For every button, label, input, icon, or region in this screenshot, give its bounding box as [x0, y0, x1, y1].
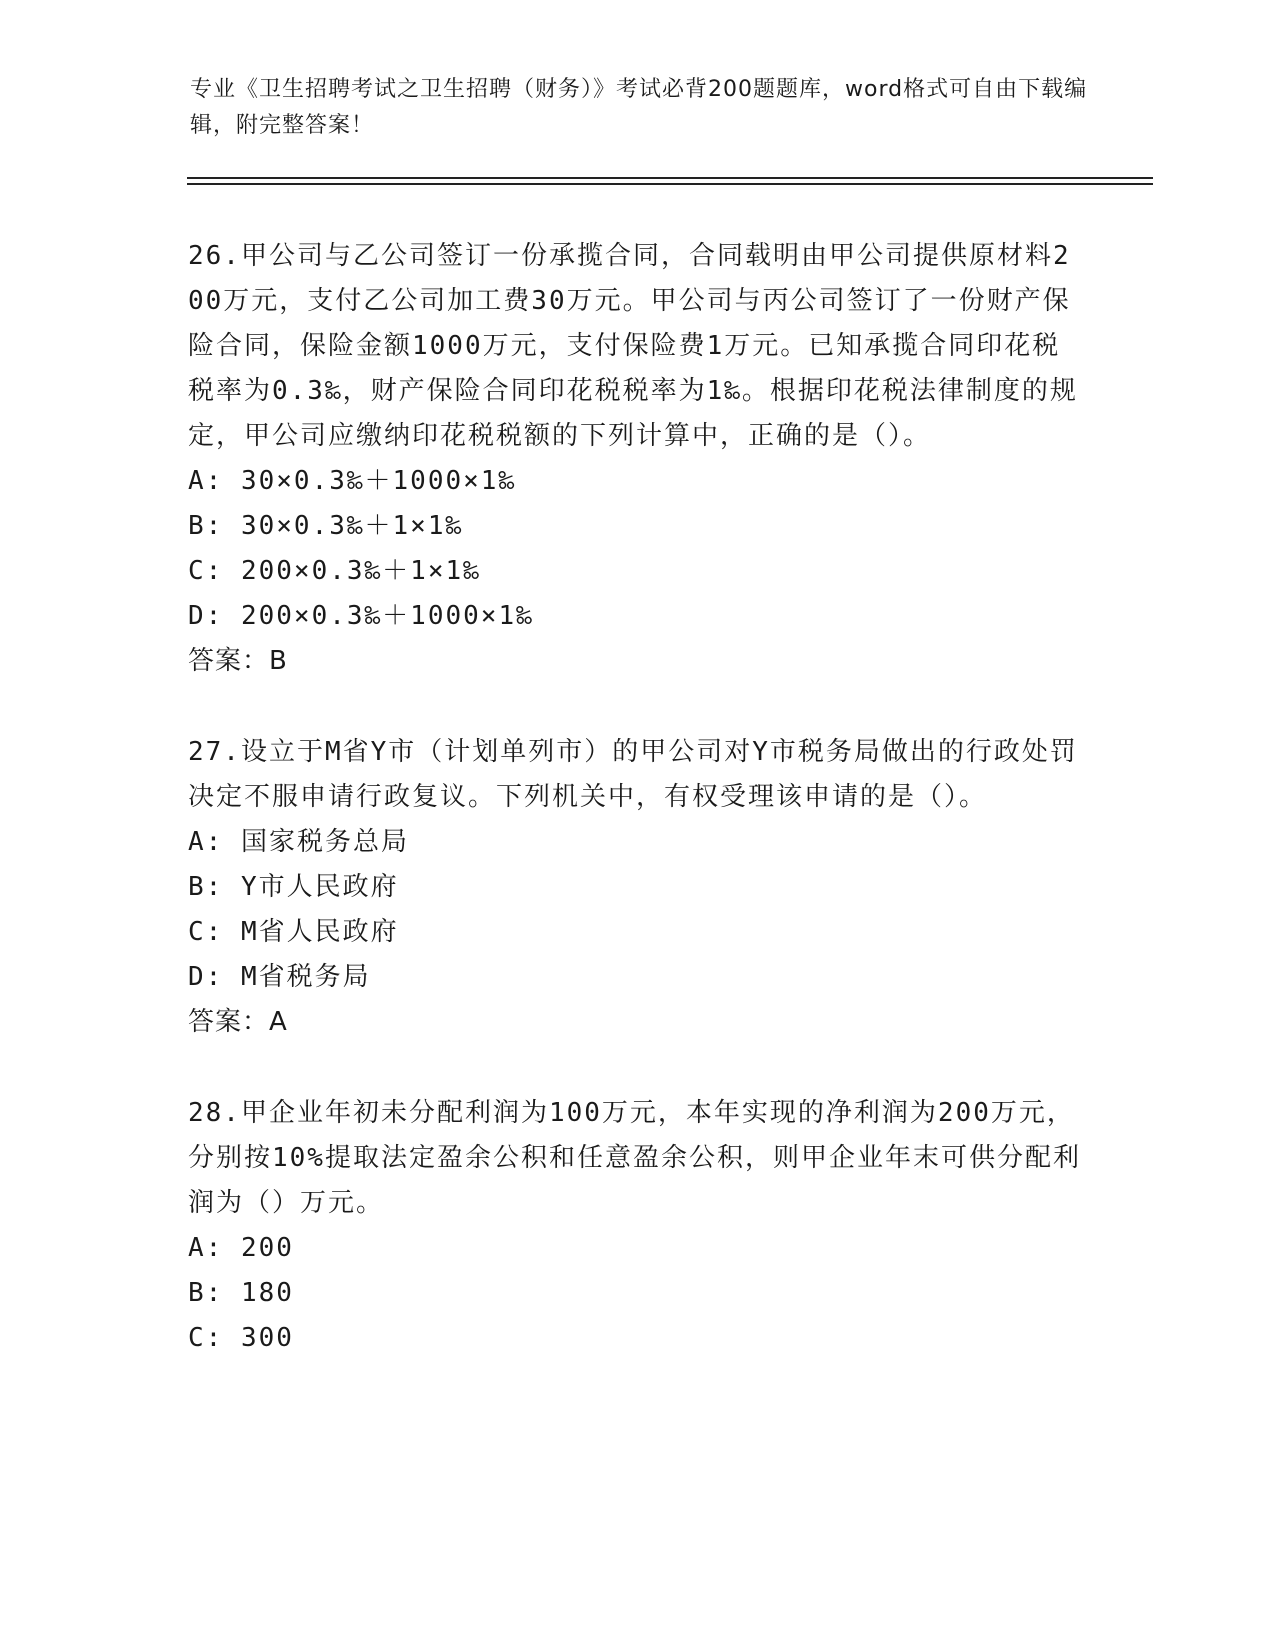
question-27 — [188, 730, 1088, 1045]
option-c: C: 200×0.3‰＋1×1‰ — [188, 556, 481, 586]
option-c: C: M省人民政府 — [188, 917, 399, 947]
answer-label: 答案：B — [188, 646, 288, 676]
question-26 — [188, 234, 1088, 684]
document-header: 专业《卫生招聘考试之卫生招聘（财务）》考试必背200题题库，word格式可自由下载编辑，附完整答案！ — [190, 77, 1088, 138]
option-d: D: M省税务局 — [188, 962, 371, 992]
option-b: B: 180 — [188, 1278, 294, 1308]
answer-label: 答案：A — [188, 1007, 288, 1037]
header-divider-bottom — [187, 183, 1153, 185]
question-stem: 28.甲企业年初未分配利润为100万元，本年实现的净利润为200万元，分别按10%提取法定盈余公积和任意盈余公积，则甲企业年末可供分配利润为（）万元。 — [188, 1098, 1081, 1218]
header-divider-top — [187, 177, 1153, 179]
option-d: D: 200×0.3‰＋1000×1‰ — [188, 601, 534, 631]
question-list — [188, 234, 1088, 1407]
question-stem: 26.甲公司与乙公司签订一份承揽合同，合同载明由甲公司提供原材料200万元，支付乙公司加工费30万元。甲公司与丙公司签订了一份财产保险合同，保险金额1000万元，支付保险费1万元。已知承揽合同印花税税率为0.3‰，财产保险合同印花税税率为1‰。根据印花税法律制度的规定，甲公司应缴纳印花税税额的下列计算中，正确的是（）。 — [188, 241, 1078, 451]
option-b: B: Y市人民政府 — [188, 872, 399, 902]
option-b: B: 30×0.3‰＋1×1‰ — [188, 511, 464, 541]
question-28 — [188, 1091, 1088, 1361]
option-a: A: 200 — [188, 1233, 294, 1263]
option-a: A: 国家税务总局 — [188, 827, 409, 857]
option-c: C: 300 — [188, 1323, 294, 1353]
option-a: A: 30×0.3‰＋1000×1‰ — [188, 466, 517, 496]
question-stem: 27.设立于M省Y市（计划单列市）的甲公司对Y市税务局做出的行政处罚决定不服申请行政复议。下列机关中，有权受理该申请的是（）。 — [188, 737, 1078, 812]
